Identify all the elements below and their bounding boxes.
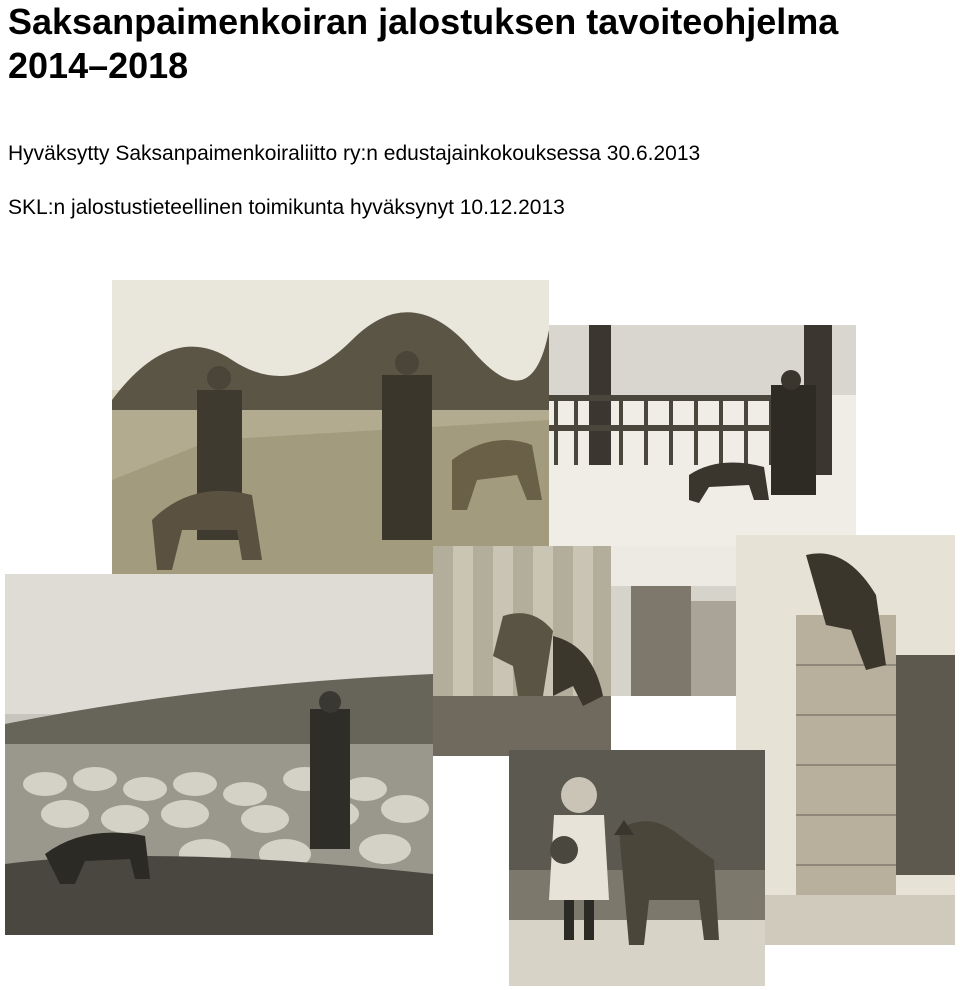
photo-shed	[611, 546, 736, 696]
title-line-1: Saksanpaimenkoiran jalostuksen tavoiteohjelma	[8, 1, 839, 42]
photo-child-with-dog	[509, 750, 765, 986]
committee-line: SKL:n jalostustieteellinen toimikunta hyväksynyt 10.12.2013	[8, 196, 565, 219]
title-line-2: 2014–2018	[8, 45, 189, 86]
photo-man-in-snow	[549, 325, 856, 546]
photo-dog-climbing-wall	[736, 535, 955, 945]
document-title	[8, 0, 838, 88]
approval-line: Hyväksytty Saksanpaimenkoiraliitto ry:n edustajainkokouksessa 30.6.2013	[8, 142, 701, 165]
photo-shepherd-with-sheep	[5, 574, 433, 935]
photo-dog-attack-training	[433, 546, 611, 756]
